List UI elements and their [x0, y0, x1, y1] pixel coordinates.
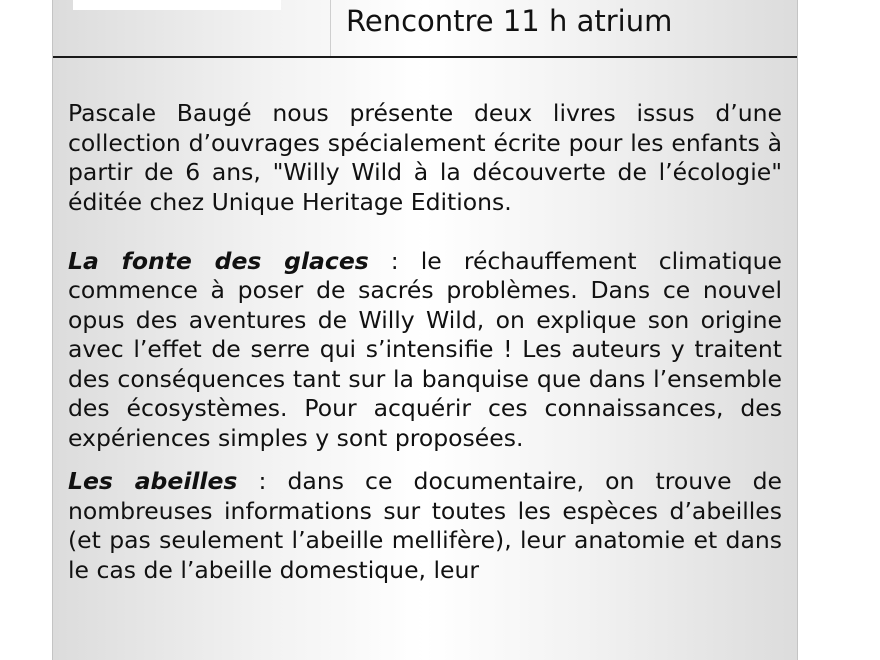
book-paragraph-abeilles — [68, 467, 782, 585]
book-description: : dans ce documentaire, on trouve de nombreuses informations sur toutes les espèces d’abeilles (et pas seulement l’abeille mellifère), leur anatomie et dans le cas de l’abeille domestique, leur — [68, 467, 782, 584]
book-title: Les abeilles — [68, 467, 238, 495]
body-text — [68, 99, 782, 585]
book-paragraph-fonte-des-glaces — [68, 247, 782, 454]
document-panel — [52, 0, 798, 660]
header-row — [53, 0, 797, 56]
header-divider — [330, 0, 331, 56]
event-title: Rencontre 11 h atrium — [346, 4, 673, 38]
intro-paragraph: Pascale Baugé nous présente deux livres issus d’une collection d’ouvrages spécialement écrite pour les enfants à partir de 6 ans, "Willy Wild à la découverte de l’écologie" éditée chez Unique Heritage Editions. — [68, 99, 782, 216]
logo-box — [73, 0, 281, 10]
header-rule — [53, 56, 797, 58]
book-title: La fonte des glaces — [68, 246, 369, 275]
book-description: : le réchauffement climatique commence à poser de sacrés problèmes. Dans ce nouvel opus des aventures de Willy Wild, on explique son origine avec l’effet de serre qui s’intensifie ! Les auteurs y traitent des conséquences tant sur la banquise que dans l’ensemble des écosystèmes. Pour acquérir ces connaissances, des expériences simples y sont proposées. — [68, 246, 782, 452]
